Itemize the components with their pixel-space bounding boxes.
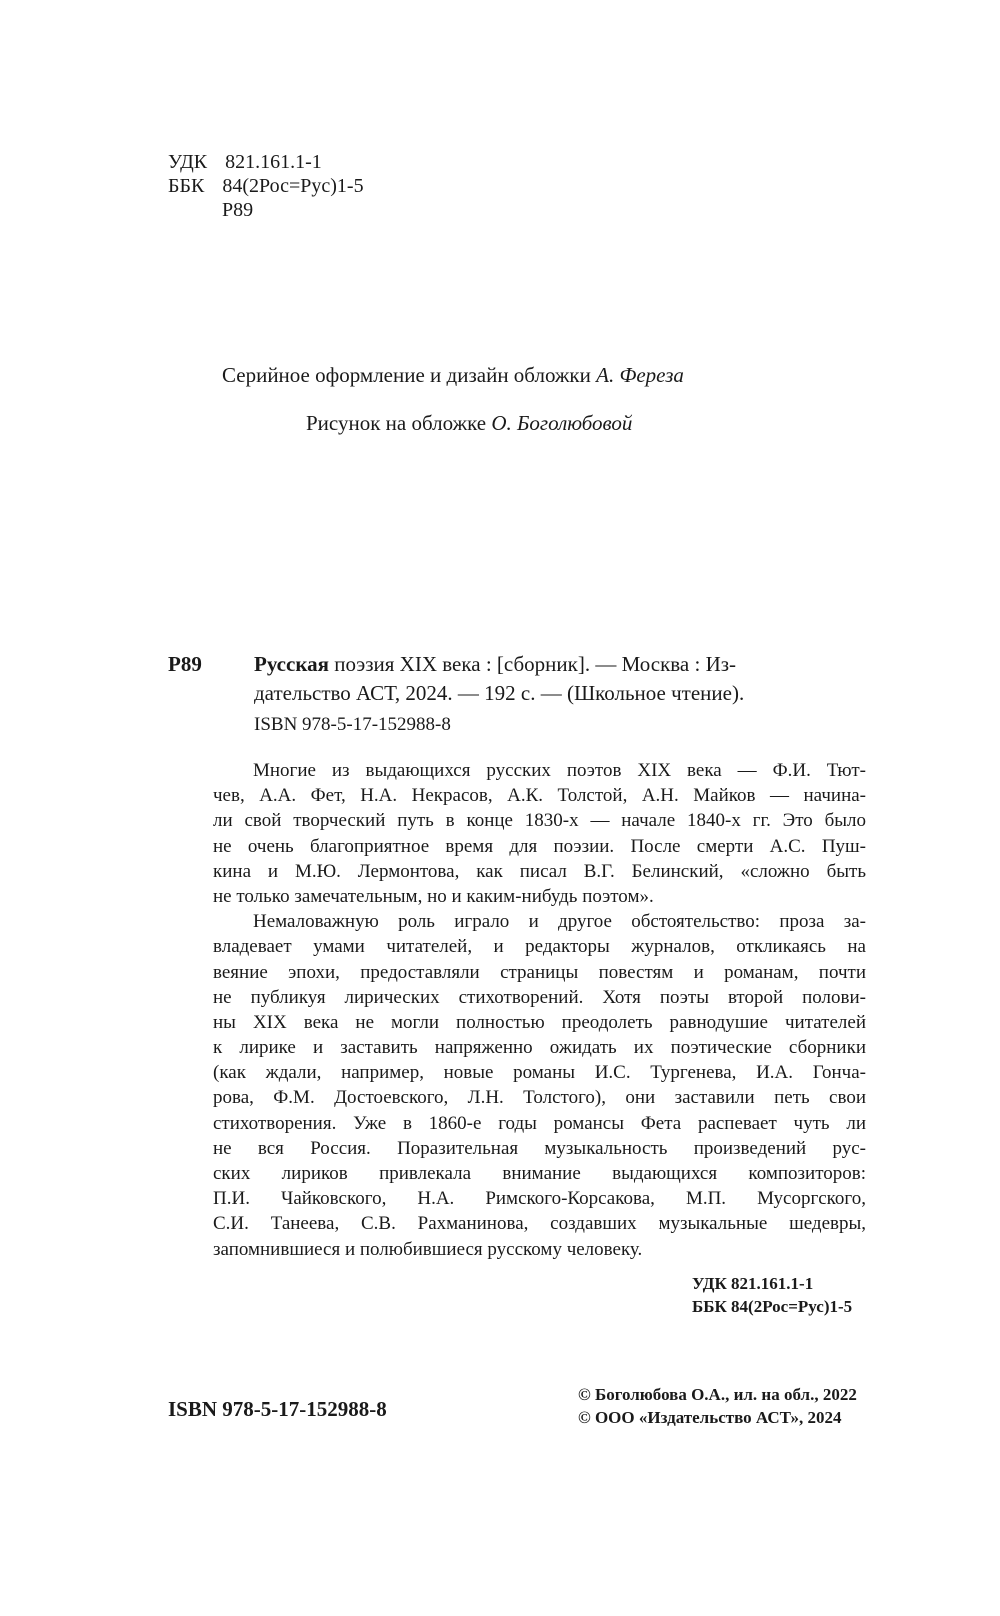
annotation-line: ли свой творческий путь в конце 1830-х — начале 1840-х гг. Это было (213, 810, 866, 832)
footer-isbn: ISBN 978-5-17-152988-8 (168, 1397, 387, 1421)
cover-credit-name: О. Боголюбовой (491, 411, 633, 435)
cover-credit (306, 410, 632, 436)
copyright-illustration: © Боголюбова О.А., ил. на обл., 2022 (578, 1385, 857, 1404)
annotation-line: к лирике и заставить напряженно ожидать их поэтические сборники (213, 1037, 866, 1059)
entry-title-bold: Русская (254, 652, 329, 676)
annotation-line: запомнившиеся и полюбившиеся русскому человеку. (213, 1238, 643, 1260)
annotation-line: Немаловажную роль играло и другое обстоятельство: проза за- (253, 911, 866, 933)
author-mark-top: Р89 (222, 199, 254, 221)
cover-credit-text: Рисунок на обложке (306, 411, 492, 435)
udk-label: УДК (168, 151, 208, 173)
annotation-line: С.И. Танеева, С.В. Рахманинова, создавших музыкальные шедевры, (213, 1213, 866, 1235)
author-mark-entry: Р89 (168, 652, 202, 676)
annotation-line: ны XIX века не могли полностью преодолеть равнодушие читателей (213, 1011, 866, 1033)
entry-line-1-rest: поэзия XIX века : [сборник]. — Москва : Из- (328, 652, 737, 676)
udk-value: 821.161.1-1 (225, 151, 322, 173)
annotation-line: веяние эпохи, предоставляли страницы повестям и романам, почти (213, 961, 866, 983)
annotation-line: не вся Россия. Поразительная музыкальность произведений рус- (213, 1137, 866, 1159)
udk-bottom: УДК 821.161.1-1 (692, 1274, 814, 1293)
entry-line-2: дательство АСТ, 2024. — 192 с. — (Школьное чтение). (254, 681, 745, 705)
annotation-line: ских лириков привлекала внимание выдающихся композиторов: (213, 1163, 866, 1184)
annotation-line: (как ждали, например, новые романы И.С. Тургенева, И.А. Гонча- (213, 1062, 866, 1084)
bbk-bottom: ББК 84(2Рос=Рус)1-5 (692, 1297, 853, 1316)
annotation-line: чев, А.А. Фет, Н.А. Некрасов, А.К. Толстой, А.Н. Майков — начина- (213, 785, 866, 807)
udk-line (168, 150, 322, 174)
annotation-line: кина и М.Ю. Лермонтова, как писал В.Г. Белинский, «сложно быть (213, 860, 866, 882)
annotation (213, 758, 866, 1262)
design-credit-name: А. Фереза (596, 363, 684, 387)
design-credit-text: Серийное оформление и дизайн обложки (222, 363, 597, 387)
annotation-line: владевает умами читателей, и редакторы журналов, откликаясь на (213, 936, 866, 958)
bbk-label: ББК (168, 175, 205, 197)
annotation-line: не очень благоприятное время для поэзии. После смерти А.С. Пуш- (213, 835, 866, 857)
annotation-line: не только замечательным, но и каким-нибудь поэтом». (213, 885, 654, 907)
annotation-line: П.И. Чайковского, Н.А. Римского-Корсакова, М.П. Мусоргского, (213, 1188, 866, 1210)
annotation-line: рова, Ф.М. Достоевского, Л.Н. Толстого), они заставили петь свои (213, 1087, 866, 1109)
annotation-line: не публикуя лирических стихотворений. Хотя поэты второй полови- (213, 986, 866, 1008)
design-credit (222, 362, 684, 388)
annotation-line: стихотворения. Уже в 1860-е годы романсы Фета распевает чуть ли (213, 1112, 866, 1134)
copyright-publisher: © ООО «Издательство АСТ», 2024 (578, 1408, 842, 1427)
annotation-line: Многие из выдающихся русских поэтов XIX века — Ф.И. Тют- (253, 760, 866, 781)
entry-line-1 (254, 650, 736, 679)
bbk-value: 84(2Рос=Рус)1-5 (222, 175, 364, 197)
entry-isbn: ISBN 978-5-17-152988-8 (254, 714, 451, 735)
bbk-line (168, 174, 364, 198)
